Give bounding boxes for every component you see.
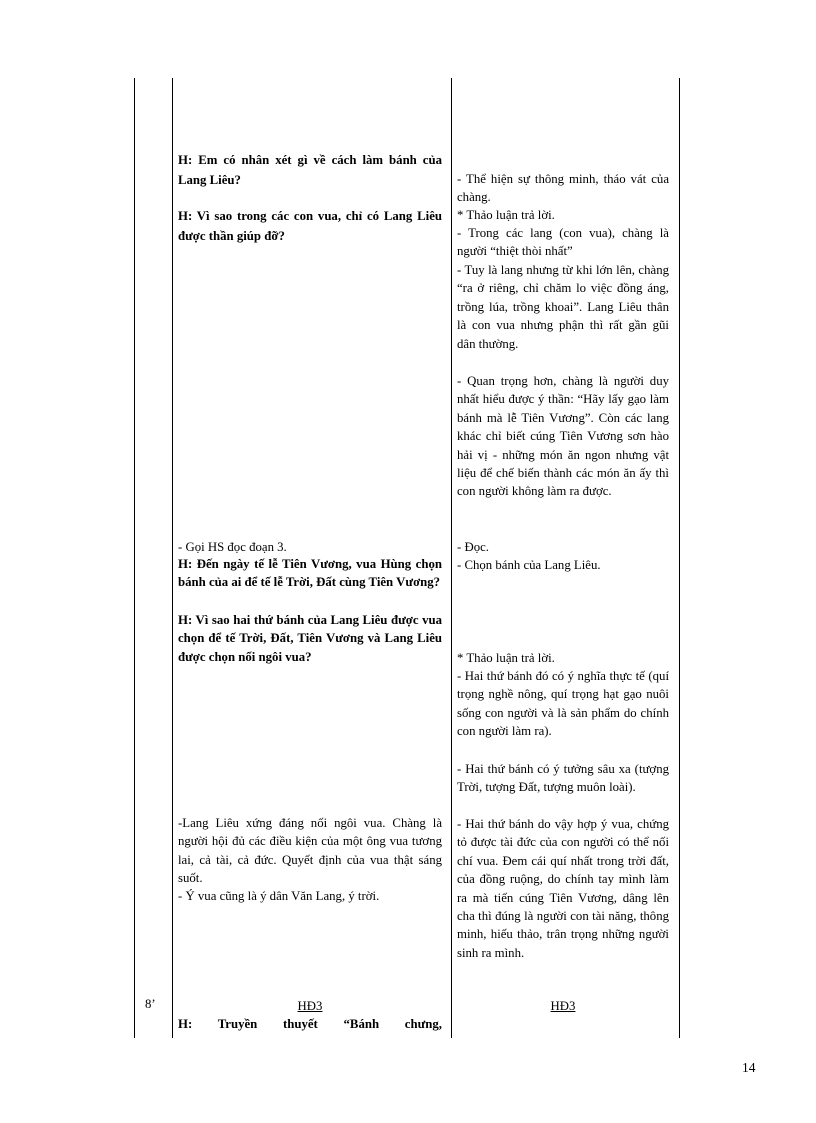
answer-4: - Tuy là lang nhưng từ khi lớn lên, chàng “ra ở riêng, chỉ chăm lo việc đồng áng, trồng lúa, trồng khoai”. Lang Liêu thân là con vua nhưng phận thì rất gần gũi dân thường. [457,263,669,351]
read-call: - Gọi HS đọc đoạn 3. [178,540,287,554]
table-border-left [134,78,135,1038]
answer-1: - Thể hiện sự thông minh, tháo vát của chàng. [457,172,669,205]
question-2: H: Vì sao trong các con vua, chỉ có Lang Liêu được thần giúp đỡ? [178,209,442,243]
answer-7: - Chọn bánh của Lang Liêu. [457,558,601,572]
table-border-col3 [679,78,680,1038]
question-3: H: Đến ngày tế lễ Tiên Vương, vua Hùng chọn bánh của ai để tế lễ Trời, Đất cùng Tiên Vương? [178,557,442,590]
conclusion-1: -Lang Liêu xứng đáng nối ngôi vua. Chàng là người hội đủ các điều kiện của một ông vua tương lai, cả tài, cả đức. Quyết định của vua thật sáng suốt. [178,816,442,886]
activity-heading: HĐ3 [550,999,576,1013]
answer-6: - Đọc. [457,540,489,554]
answer-10: - Hai thứ bánh có ý tưởng sâu xa (tượng Trời, tượng Đất, tượng muôn loài). [457,762,669,795]
answer-8: * Thảo luận trả lời. [457,651,555,665]
answer-2: * Thảo luận trả lời. [457,208,555,222]
table-border-col2 [451,78,452,1038]
answer-5: - Quan trọng hơn, chàng là người duy nhất hiểu được ý thần: “Hãy lấy gạo làm bánh mà lễ Tiên Vương”. Còn các lang khác chỉ biết cúng Tiên Vương sơn hào hải vị - những món ăn ngon nhưng vật liệu để chế biến thành các món ăn ấy thì con người không làm ra được. [457,374,669,499]
conclusion-2: - Ý vua cũng là ý dân Văn Lang, ý trời. [178,889,380,903]
question-1: H: Em có nhân xét gì về cách làm bánh của Lang Liêu? [178,153,442,187]
activity-heading: HĐ3 [297,999,323,1013]
time-label: 8’ [145,997,156,1011]
page-number: 14 [742,1060,756,1075]
answer-3: - Trong các lang (con vua), chàng là người “thiệt thòi nhất” [457,226,669,259]
question-4: H: Vì sao hai thứ bánh của Lang Liêu được vua chọn để tế Trời, Đất, Tiên Vương và Lang Liêu được chọn nối ngôi vua? [178,613,442,664]
answer-11: - Hai thứ bánh do vậy hợp ý vua, chứng tỏ được tài đức của con người có thể nối chí vua. Đem cái quí nhất trong trời đất, của đồng ruộng, do chính tay mình làm ra mà tiến cúng Tiên Vương, dâng lên cha thì đúng là người con tài năng, thông minh, hiếu thảo, trân trọng những người sinh ra mình. [457,817,669,960]
answer-9: - Hai thứ bánh đó có ý nghĩa thực tế (quí trọng nghề nông, quí trọng hạt gạo nuôi sống con người và là sản phẩm do chính con người làm ra). [457,669,669,739]
table-border-col1 [172,78,173,1038]
question-5: H: Truyền thuyết “Bánh chưng, [178,1017,442,1031]
